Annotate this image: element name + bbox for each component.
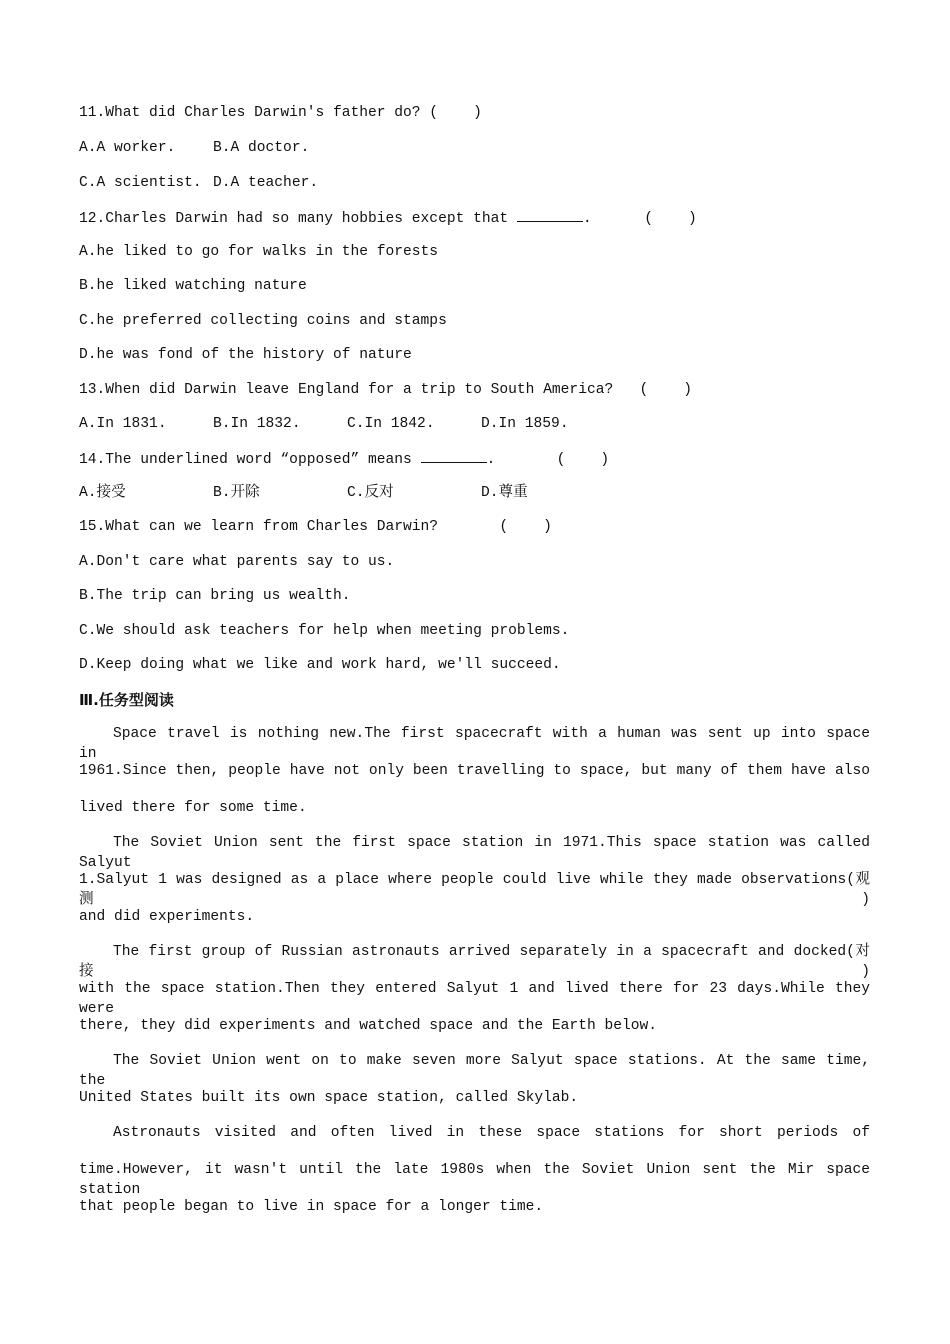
question-14-stem-end: . ( ) xyxy=(486,452,610,468)
question-14-option-d: D.尊重 xyxy=(481,485,528,501)
passage-paragraph-2 xyxy=(79,833,870,944)
question-15-option-d: D.Keep doing what we like and work hard, we'll succeed. xyxy=(79,657,561,673)
passage-line: there, they did experiments and watched space and the Earth below. xyxy=(79,1018,658,1034)
passage-paragraph-1 xyxy=(79,724,870,835)
question-12-stem xyxy=(79,207,697,229)
question-11-option-c: C.A scientist. xyxy=(79,175,202,191)
section-heading: Ⅲ.任务型阅读 xyxy=(79,691,174,709)
passage-line: United States built its own space station, called Skylab. xyxy=(79,1090,579,1106)
passage-line: 1961.Since then, people have not only been travelling to space, but many of them have also xyxy=(79,763,870,779)
question-14-stem xyxy=(79,448,609,470)
question-15-option-b: B.The trip can bring us wealth. xyxy=(79,588,351,604)
question-12-option-b: B.he liked watching nature xyxy=(79,278,307,294)
question-12-stem-start: 12.Charles Darwin had so many hobbies except that xyxy=(79,211,517,227)
question-15-option-c: C.We should ask teachers for help when meeting problems. xyxy=(79,623,570,639)
question-11-option-b: B.A doctor. xyxy=(213,140,310,156)
question-11-option-a: A.A worker. xyxy=(79,140,176,156)
question-11-stem: 11.What did Charles Darwin's father do? ( ) xyxy=(79,105,482,121)
passage-line: The Soviet Union sent the first space station in 1971.This space station was called Salyut xyxy=(79,835,870,871)
passage-line: lived there for some time. xyxy=(79,800,307,816)
question-13-option-a: A.In 1831. xyxy=(79,416,167,432)
passage-line: and did experiments. xyxy=(79,909,255,925)
question-13-option-c: C.In 1842. xyxy=(347,416,435,432)
passage-line: The first group of Russian astronauts arrived separately in a spacecraft and docked(对接) xyxy=(79,944,870,980)
question-15-option-a: A.Don't care what parents say to us. xyxy=(79,554,395,570)
answer-blank xyxy=(517,207,583,222)
question-12-option-c: C.he preferred collecting coins and stamps xyxy=(79,313,447,329)
passage-line: with the space station.Then they entered Salyut 1 and lived there for 23 days.While they were xyxy=(79,981,870,1017)
question-13-option-d: D.In 1859. xyxy=(481,416,569,432)
answer-blank xyxy=(421,448,487,463)
question-12-option-a: A.he liked to go for walks in the forests xyxy=(79,244,439,260)
question-12-option-d: D.he was fond of the history of nature xyxy=(79,347,412,363)
question-14-option-a: A.接受 xyxy=(79,485,126,501)
passage-paragraph-3 xyxy=(79,942,870,1053)
question-14-option-b: B.开除 xyxy=(213,485,260,501)
passage-line: The Soviet Union went on to make seven more Salyut space stations. At the same time, the xyxy=(79,1053,870,1089)
question-13-stem: 13.When did Darwin leave England for a trip to South America? ( ) xyxy=(79,382,693,398)
passage-line: Astronauts visited and often lived in these space stations for short periods of xyxy=(113,1125,870,1141)
passage-line: Space travel is nothing new.The first spacecraft with a human was sent up into space in xyxy=(79,726,870,762)
question-15-stem: 15.What can we learn from Charles Darwin? ( ) xyxy=(79,519,552,535)
question-12-stem-end: . ( ) xyxy=(582,211,697,227)
passage-paragraph-5 xyxy=(79,1123,870,1234)
question-13-option-b: B.In 1832. xyxy=(213,416,301,432)
question-14-stem-start: 14.The underlined word “opposed” means xyxy=(79,452,421,468)
question-14-option-c: C.反对 xyxy=(347,485,394,501)
passage-paragraph-4 xyxy=(79,1051,870,1125)
question-11-option-d: D.A teacher. xyxy=(213,175,319,191)
passage-line: time.However, it wasn't until the late 1980s when the Soviet Union sent the Mir space station xyxy=(79,1162,870,1198)
passage-line: 1.Salyut 1 was designed as a place where people could live while they made observations(观测) xyxy=(79,872,870,908)
passage-line: that people began to live in space for a longer time. xyxy=(79,1199,544,1215)
